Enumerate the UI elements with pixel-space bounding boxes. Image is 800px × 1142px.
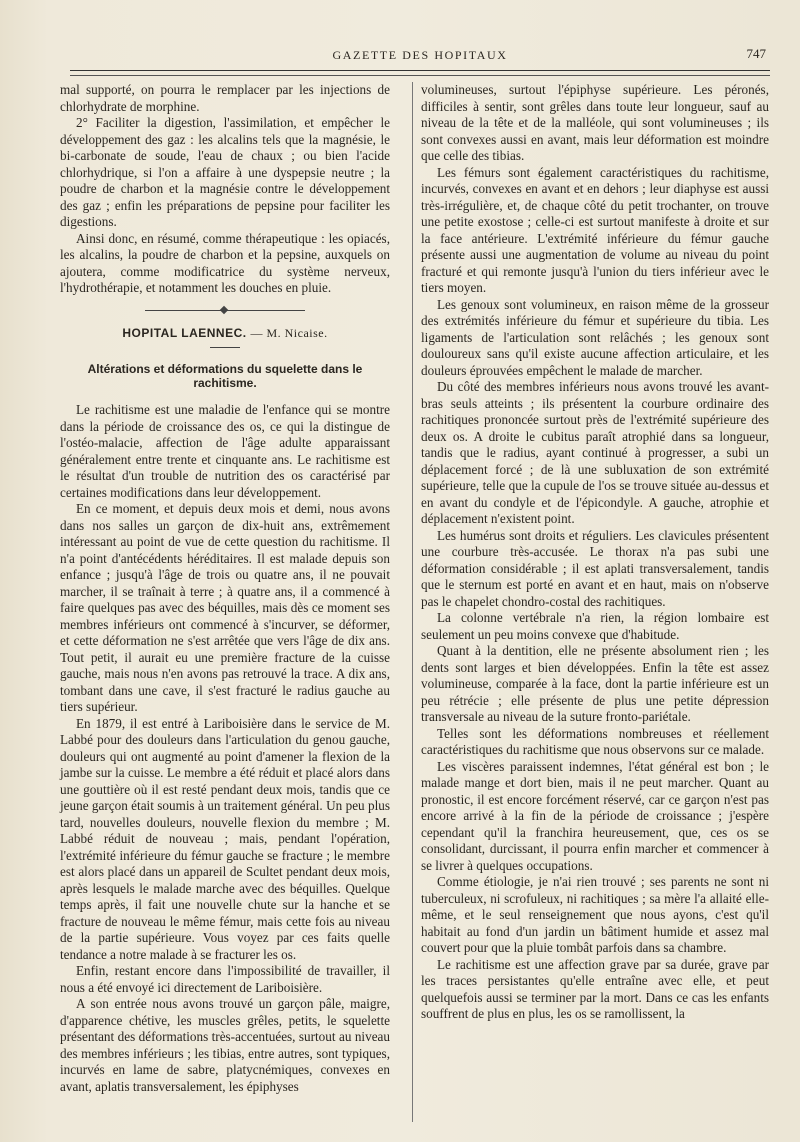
paragraph: Quant à la dentition, elle ne présente absolument rien ; les dents sont larges et bien développées. Enfin la tête est assez volumineuse, comparée à la face, dont la partie inférieure est un peu rétrécie ; elle présente de plus une petite dépression transversale au niveau de la suture fronto-pariétale. — [421, 643, 769, 724]
paragraph: Le rachitisme est une maladie de l'enfance qui se montre dans la période de croissance des os, ce qui la distingue de l'ostéo-malacie, affection de l'âge adulte apparaissant généralement entre trente et cinquante ans. Le rachitisme est le résultat d'un trouble de nutrition des os caractérisé par certaines modifications dans leur développement. — [60, 402, 390, 500]
paragraph: Du côté des membres inférieurs nous avons trouvé les avant-bras seuls atteints ; ils présentent la courbure ordinaire des rachitiques prononcée surtout près de l'extrémité supérieure des deux os. A droite le cubitus paraît atrophié dans sa longueur, tandis que le radius, ayant continué à progresser, a subi un déplacement forcé ; de là une subluxation de son extrémité supérieure, telle que la cupule de l'os se trouve située au-dessus et en avant du condyle et de l'épicondyle. A gauche, atrophie et déplacement n'existent point. — [421, 379, 769, 526]
page-number: 747 — [746, 46, 766, 61]
paragraph: Les humérus sont droits et réguliers. Les clavicules présentent une courbure très-accusée. Le thorax n'a pas subi une déformation considérable ; il est aplati transversalement, tandis que le sternum est porté en avant et en haut, mais on n'observe pas le chapelet chondro-costal des rachitiques. — [421, 527, 769, 609]
column-divider — [412, 82, 413, 1122]
article-title: Altérations et déformations du squelette dans le rachitisme. — [87, 362, 363, 390]
paragraph: Ainsi donc, en résumé, comme thérapeutique : les opiacés, les alcalins, la poudre de charbon et la pepsine, auxquels on ajoutera, comme modificatrice du système nerveux, l'hydrothérapie, et notamment les douches en pluie. — [60, 230, 390, 295]
paragraph: 2° Faciliter la digestion, l'assimilation, et empêcher le développement des gaz : les alcalins tels que la magnésie, le bi-carbonate de soude, l'eau de chaux ; ou bien l'acide chlorhydrique, si l'on a affaire à une dyspepsie neutre ; la poudre de charbon et la magnésie contre le développement des gaz ; enfin les préparations de pepsine pour faciliter les digestions. — [60, 115, 390, 229]
paragraph: En 1879, il est entré à Lariboisière dans le service de M. Labbé pour des douleurs dans l'articulation du genou gauche, douleurs qui ont augmenté au point d'amener la flexion de la jambe sur la cuisse. Le membre a été réduit et placé alors dans une gouttière où il est resté pendant deux mois, tandis que ce jeune garçon était soumis à un traitement général. Un peu plus tard, nouvelles douleurs, nouvelle flexion du membre ; M. Labbé réduit de nouveau ; mais, pendant l'opération, l'extrémité inférieure du fémur gauche se fracture ; le membre est alors placé dans un appareil de Scultet pendant deux mois, après lesquels le malade marche avec des béquilles. Quelque temps après, il fait une nouvelle chute sur la hanche et se fracture de nouveau le même fémur, mais cette fois au niveau de la partie supérieure. Vous voyez par ces faits quelle tendance a notre malade à se fracturer les os. — [60, 715, 390, 962]
hospital-name: HOPITAL LAENNEC. — [122, 325, 247, 340]
paragraph: La colonne vertébrale n'a rien, la région lombaire est seulement un peu moins convexe que d'habitude. — [421, 610, 769, 642]
paragraph: Les fémurs sont également caractéristiques du rachitisme, incurvés, convexes en avant et en dehors ; leur diaphyse est aussi très-irrégulière, et, de chaque côté du petit trochanter, on trouve une petite exostose ; celle-ci est surtout manifeste à droite et sur la face antérieure. L'extrémité inférieure du fémur gauche présente aussi une augmentation de volume au niveau du point fracturé et qui remonte jusqu'à l'union du tiers inférieur avec le tiers moyen. — [421, 164, 769, 295]
section-divider-ornament — [145, 307, 305, 313]
paragraph: Les viscères paraissent indemnes, l'état général est bon ; le malade mange et dort bien, mais il ne peut marcher. Quant au pronostic, il est encore forcément réservé, car ce garçon n'est pas encore arrivé à la fin de la période de croissance ; j'espère cependant qu'il la franchira heureusement, que, ces os se consolidant, durcissant, il pourra enfin marcher et commencer à se livrer à quelques occupations. — [421, 758, 769, 873]
paragraph: A son entrée nous avons trouvé un garçon pâle, maigre, d'apparence chétive, les muscles grêles, petits, le squelette présentant des déformations très-accentuées, surtout au niveau des membres inférieurs ; les tibias, entre autres, sont typiques, incurvés en lame de sabre, platycnémiques, convexes en avant, aplatis transversalement, les épiphyses — [60, 996, 390, 1094]
header-rule — [70, 70, 770, 76]
paragraph: Comme étiologie, je n'ai rien trouvé ; ses parents ne sont ni tuberculeux, ni scrofuleux, ni rachitiques ; sa mère l'a allaité elle-même, et le seul renseignement que nous ayons, c'est qu'il habitait au fond d'un jardin un bâtiment humide et assez mal couvert pour que la pluie tombât parfois dans sa chambre. — [421, 874, 769, 955]
section-heading — [60, 325, 390, 342]
running-title: GAZETTE DES HOPITAUX — [332, 48, 508, 62]
short-rule — [210, 347, 240, 348]
paragraph: volumineuses, surtout l'épiphyse supérieure. Les péronés, difficiles à sentir, sont grêles dans toute leur longueur, sauf au niveau de la tête et de la malléole, qui sont volumineuses ; ils sont convexes aussi en avant, mais leur déformation est moindre que celle des tibias. — [421, 82, 769, 163]
section-author: — M. Nicaise. — [250, 325, 328, 340]
paragraph: Le rachitisme est une affection grave par sa durée, grave par les traces persistantes qu'elle entraîne avec elle, et peut quelquefois aussi se terminer par la mort. Dans ce cas les enfants souffrent de plus en plus, les os se ramollissent, la — [421, 956, 769, 1021]
right-column — [421, 82, 769, 1023]
paragraph: Les genoux sont volumineux, en raison même de la grosseur des extrémités inférieure du fémur et supérieure du tibia. Les ligaments de l'articulation sont relâchés ; les genoux sont douloureux sans qu'il existe aucune affection articulaire, et les douleurs éprouvées empêchent le malade de marcher. — [421, 296, 769, 378]
paragraph: mal supporté, on pourra le remplacer par les injections de chlorhydrate de morphine. — [60, 82, 390, 114]
paragraph: En ce moment, et depuis deux mois et demi, nous avons dans nos salles un garçon de dix-huit ans, extrêmement intéressant au point de vue de cette question du rachitisme. Il n'a point d'antécédents héréditaires. Il est malade depuis son enfance ; jusqu'à l'âge de trois ou quatre ans, il ne pouvait marcher, il se traînait à terre ; à quatre ans, il a commencé à faire quelques pas avec des béquilles, mais dès ce moment ses membres inférieurs ont commencé à s'incurver, se déformer, et cette déformation ne s'est arrêtée que vers l'âge de dix ans. Tout petit, il aurait eu une première fracture de la cuisse gauche, mais nous n'en avons pas retrouvé la trace. A dix ans, tombant dans une cave, il s'est fracturé le radius gauche au tiers supérieur. — [60, 501, 390, 714]
paragraph: Telles sont les déformations nombreuses et réellement caractéristiques du rachitisme que nous observons sur ce malade. — [421, 725, 769, 757]
paragraph: Enfin, restant encore dans l'impossibilité de travailler, il nous a été envoyé ici directement de Lariboisière. — [60, 963, 390, 995]
left-column — [60, 82, 390, 1095]
page-header — [70, 46, 770, 68]
